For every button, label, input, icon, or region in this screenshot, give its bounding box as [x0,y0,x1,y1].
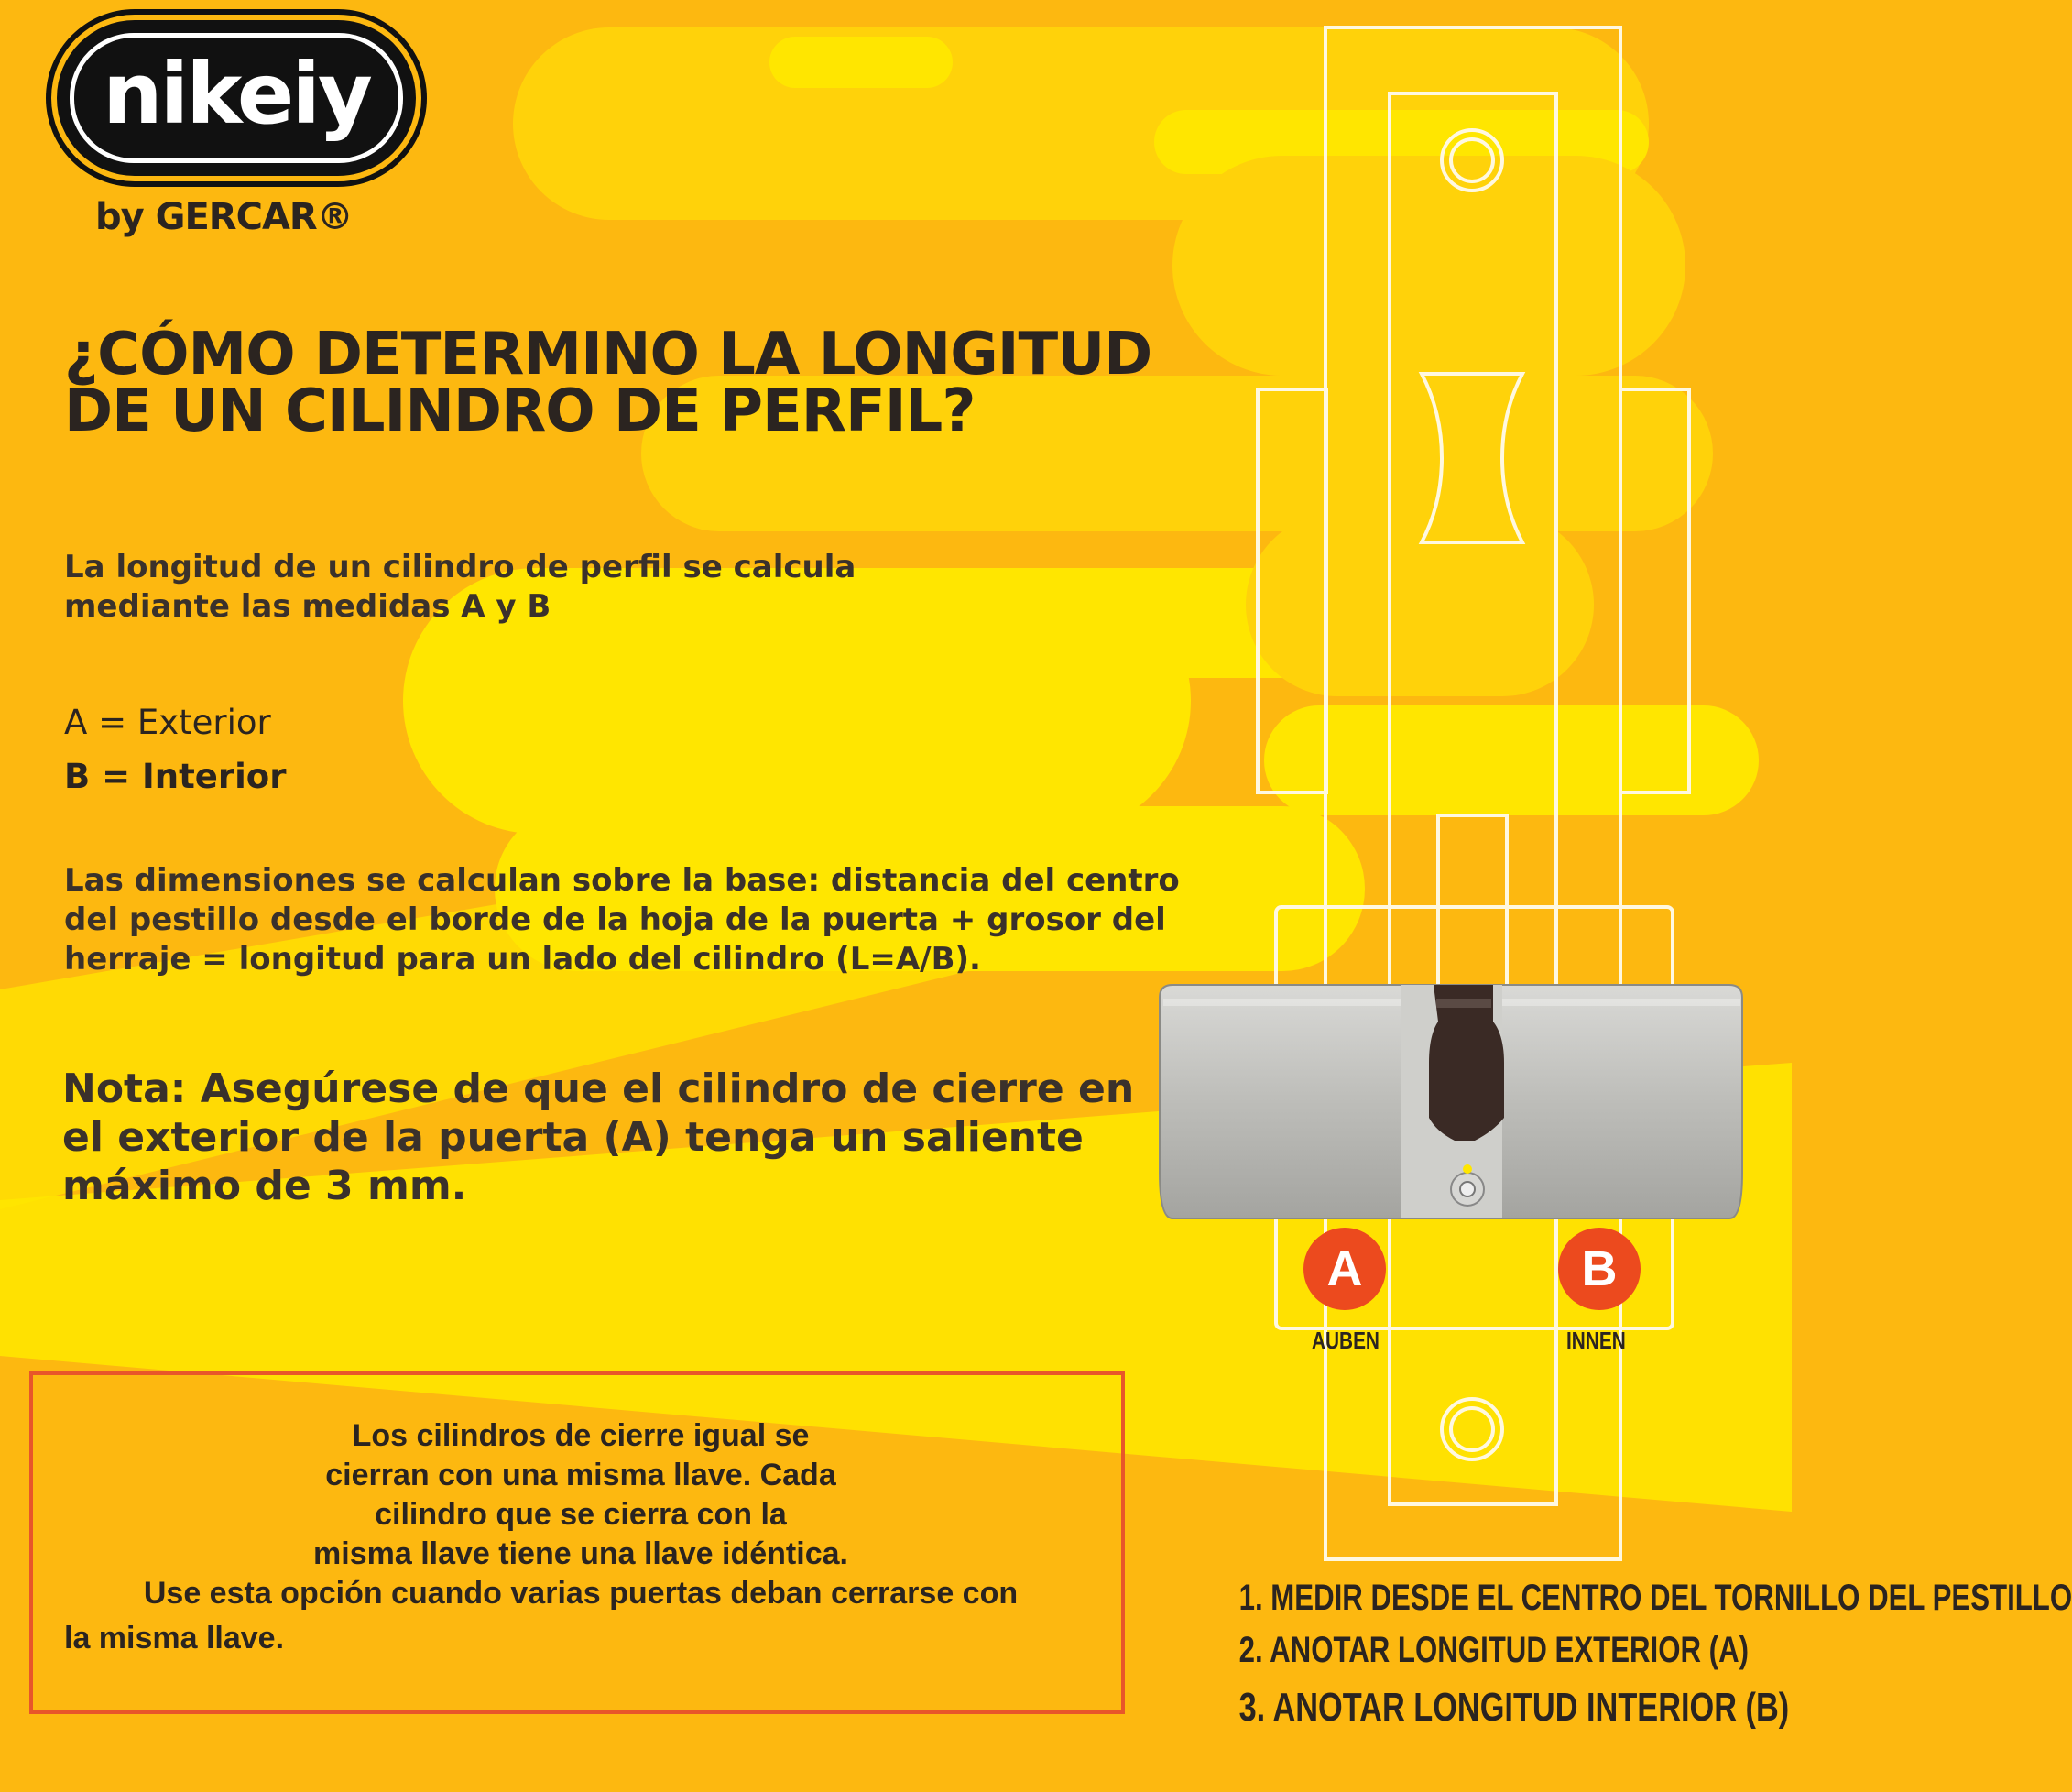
step-2: 2. ANOTAR LONGITUD EXTERIOR (A) [1238,1630,1749,1670]
note-paragraph [62,1065,1180,1210]
brand-subtitle: by GERCAR® [95,196,353,238]
intro-line-1: La longitud de un cilindro de perfil se calcula [64,549,856,585]
measurement-steps [1172,1574,2072,1737]
cylinder-body [1160,985,1742,1218]
info-line-2: cierran con una misma llave. Cada [325,1458,836,1492]
page-title-line-2: DE UN CILINDRO DE PERFIL? [64,377,976,445]
dimensions-line-2: del pestillo desde el borde de la hoja de la puerta + grosor del [64,901,1166,938]
brand-logo [57,20,416,176]
brand-logo-text: nikeiy [103,45,370,143]
note-line-2: el exterior de la puerta (A) tenga un saliente [62,1114,1084,1161]
info-line-5: Use esta opción cuando varias puertas deban cerrarse con [143,1576,1019,1611]
dimensions-line-3: herraje = longitud para un lado del cilindro (L=A/B). [64,941,981,978]
dimensions-paragraph [64,861,1218,979]
info-box [29,1371,1125,1714]
marker-a-label: AUBEN [1312,1327,1380,1354]
info-line-1: Los cilindros de cierre igual se [352,1418,810,1453]
info-line-6: la misma llave. [64,1621,285,1655]
definition-a: A = Exterior [64,703,271,742]
note-line-3: máximo de 3 mm. [62,1163,467,1209]
info-line-4: misma llave tiene una llave idéntica. [313,1536,848,1571]
lock-outline-illustration [1163,18,1786,1576]
marker-a-icon: A [1303,1228,1386,1310]
info-line-3: cilindro que se cierra con la [375,1497,787,1532]
page-title [64,321,1200,445]
step-1: 1. MEDIR DESDE EL CENTRO DEL TORNILLO DEL PESTILLO [1238,1578,2072,1618]
marker-b-icon: B [1558,1228,1641,1310]
intro-paragraph [64,548,889,627]
intro-line-2: mediante las medidas A y B [64,588,551,625]
marker-b-label: INNEN [1566,1327,1626,1354]
page-title-line-1: ¿CÓMO DETERMINO LA LONGITUD [64,321,1152,388]
note-line-1: Nota: Asegúrese de que el cilindro de cierre en [62,1065,1135,1112]
lock-diagram [1163,18,1786,1576]
dimensions-line-1: Las dimensiones se calculan sobre la base: distancia del centro [64,862,1180,899]
definition-b: B = Interior [64,757,287,796]
step-3: 3. ANOTAR LONGITUD INTERIOR (B) [1238,1685,1790,1730]
info-box-text [33,1416,1129,1613]
